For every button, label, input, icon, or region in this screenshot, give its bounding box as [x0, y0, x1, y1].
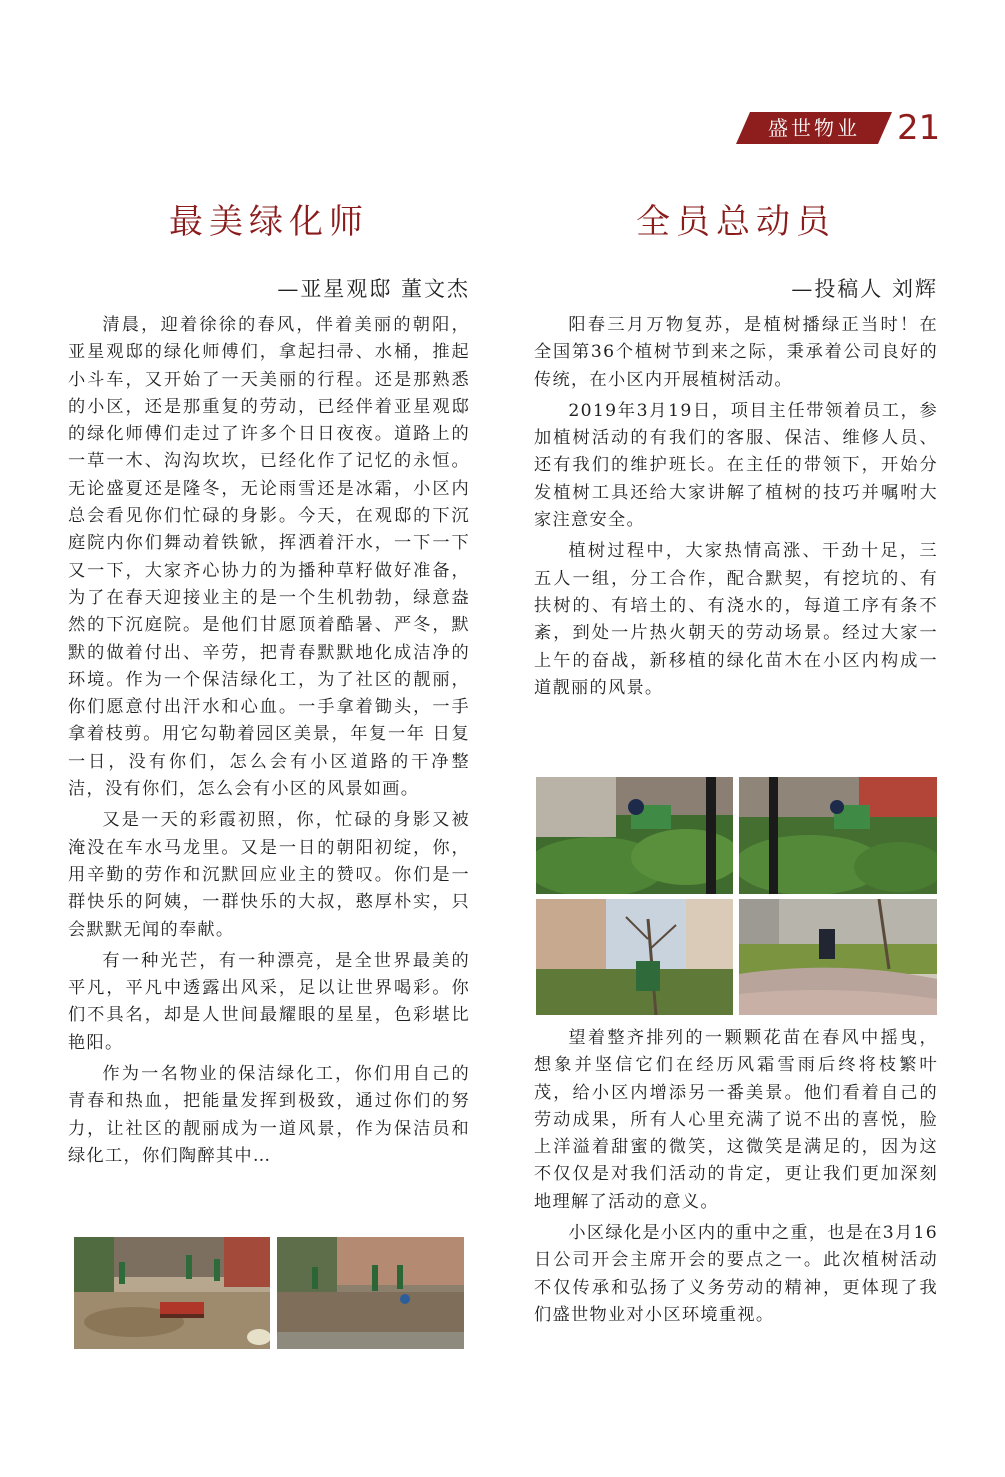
- right-article-body-bottom: [534, 1025, 938, 1333]
- photo-tree-planting-3: [536, 899, 733, 1015]
- paragraph: 望着整齐排列的一颗颗花苗在春风中摇曳，想象并坚信它们在经历风霜雪雨后终将枝繁叶茂，给小区内增添另一番美景。他们看着自己的劳动成果，所有人心里充满了说不出的喜悦，脸上洋溢着甜蜜的微笑，这微笑是满足的，因为这不仅仅是对我们活动的肯定，更让我们更加深刻地理解了活动的意义。: [534, 1028, 938, 1212]
- photo-tree-planting-2: [739, 777, 937, 894]
- left-article-byline: —亚星观邸 董文杰: [277, 277, 470, 301]
- photo-tree-planting-4: [739, 899, 937, 1015]
- paragraph: 2019年3月19日，项目主任带领着员工，参加植树活动的有我们的客服、保洁、维修人员、还有我们的维护班长。在主任的带领下，开始分发植树工具还给大家讲解了植树的技巧并嘱咐大家注意安全。: [534, 400, 938, 531]
- left-article-title: 最美绿化师: [169, 202, 369, 242]
- paragraph: 有一种光芒，有一种漂亮，是全世界最美的平凡，平凡中透露出风采，足以让世界喝彩。你们不具名，却是人世间最耀眼的星星，色彩堪比艳阳。: [68, 950, 470, 1053]
- right-article-byline: —投稿人 刘辉: [791, 277, 938, 301]
- photo-tree-planting-1: [536, 777, 733, 894]
- paragraph: 阳春三月万物复苏，是植树播绿正当时！在全国第36个植树节到来之际，秉承着公司良好的传统，在小区内开展植树活动。: [534, 315, 938, 390]
- left-article-body: [68, 312, 470, 1174]
- section-badge: [736, 112, 892, 144]
- paragraph: 作为一名物业的保洁绿化工，你们用自己的青春和热血，把能量发挥到极致，通过你们的努力，让社区的靓丽成为一道风景，作为保洁员和绿化工，你们陶醉其中…: [68, 1064, 470, 1166]
- right-article-title: 全员总动员: [636, 202, 836, 242]
- right-article-body-top: [534, 312, 938, 706]
- photo-garden-workers-bench: [74, 1237, 270, 1349]
- photo-garden-workers-digging: [277, 1237, 464, 1349]
- page-number: 21: [897, 108, 941, 148]
- section-label: 盛世物业: [768, 116, 860, 140]
- paragraph: 又是一天的彩霞初照，你，忙碌的身影又被淹没在车水马龙里。又是一日的朝阳初绽，你，用辛勤的劳作和沉默回应业主的赞叹。你们是一群快乐的阿姨，一群快乐的大叔，憨厚朴实，只会默默无闻的奉献。: [68, 810, 470, 940]
- paragraph: 清晨，迎着徐徐的春风，伴着美丽的朝阳，亚星观邸的绿化师傅们，拿起扫帚、水桶，推起小斗车，又开始了一天美丽的行程。还是那熟悉的小区，还是那重复的劳动，已经伴着亚星观邸的绿化师傅们走过了许多个日日夜夜。道路上的一草一木、沟沟坎坎，已经化作了记忆的永恒。无论盛夏还是隆冬，无论雨雪还是冰霜，小区内总会看见你们忙碌的身影。今天，在观邸的下沉庭院内你们舞动着铁锨，挥洒着汗水，一下一下又一下，大家齐心协力的为播种草籽做好准备，为了在春天迎接业主的是一个生机勃勃，绿意盎然的下沉庭院。是他们甘愿顶着酷暑、严冬，默默的做着付出、辛劳，把青春默默地化成洁净的环境。作为一个保洁绿化工，为了社区的靓丽，你们愿意付出汗水和心血。一手拿着锄头，一手拿着枝剪。用它勾勒着园区美景，年复一年 日复一日，没有你们，怎么会有小区道路的干净整洁，没有你们，怎么会有小区的风景如画。: [68, 315, 470, 800]
- paragraph: 小区绿化是小区内的重中之重，也是在3月16日公司开会主席开会的要点之一。此次植树活动不仅传承和弘扬了义务劳动的精神，更体现了我们盛世物业对小区环境重视。: [534, 1223, 938, 1325]
- paragraph: 植树过程中，大家热情高涨、干劲十足，三五人一组，分工合作，配合默契，有挖坑的、有扶树的、有培土的、有浇水的，每道工序有条不紊，到处一片热火朝天的劳动场景。经过大家一上午的奋战，新移植的绿化苗木在小区内构成一道靓丽的风景。: [534, 541, 938, 698]
